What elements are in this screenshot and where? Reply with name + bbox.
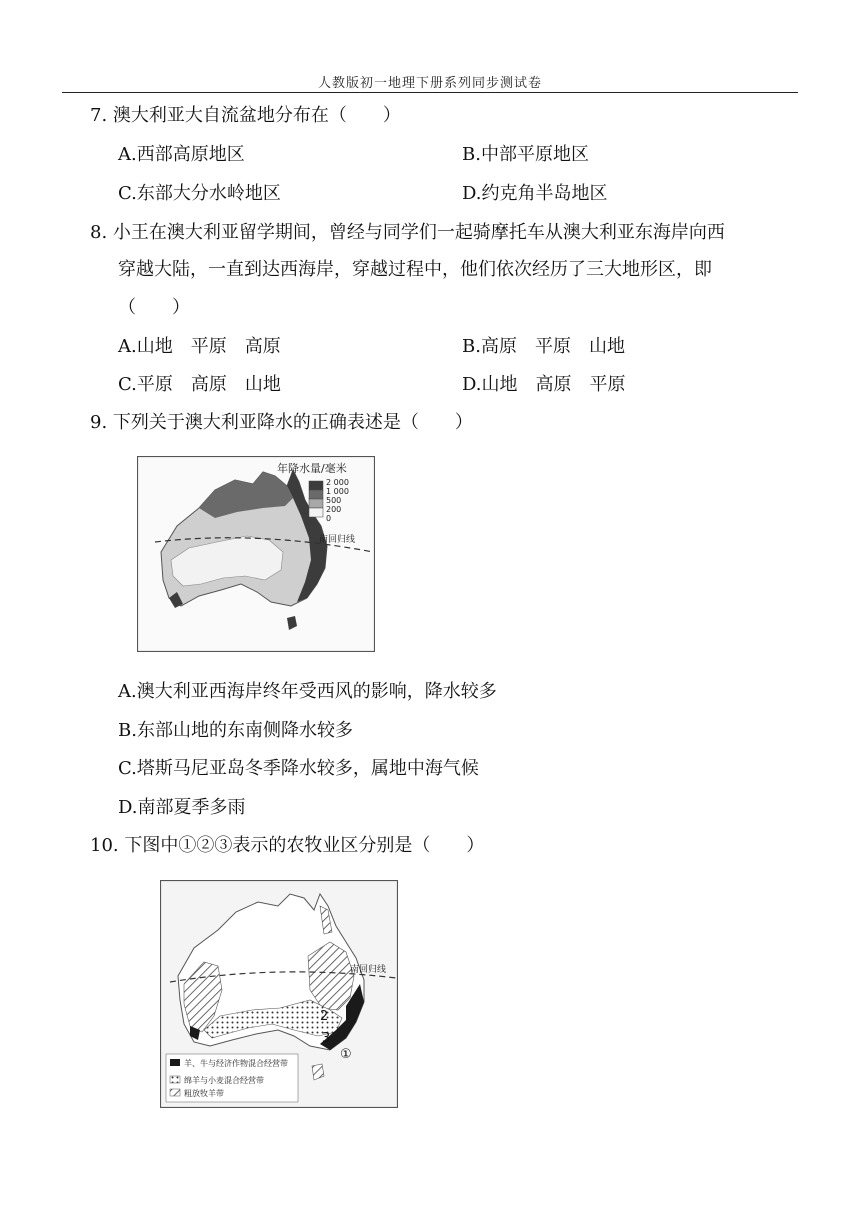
legend-value: 1 000 bbox=[326, 487, 349, 496]
legend-label: 粗放牧羊带 bbox=[184, 1089, 224, 1098]
q8-stem-line-3: （ ） bbox=[118, 297, 190, 318]
region-marker-1: ① bbox=[340, 1047, 352, 1062]
q9-option-b: B.东部山地的东南侧降水较多 bbox=[118, 720, 353, 741]
q8-stem-line-2: 穿越大陆，一直到达西海岸，穿越过程中，他们依次经历了三大地形区，即 bbox=[118, 259, 712, 280]
question-9-stem bbox=[90, 411, 473, 435]
question-10-stem bbox=[90, 834, 484, 858]
question-8-stem bbox=[90, 221, 725, 245]
legend-value: 0 bbox=[326, 514, 332, 523]
legend-swatch bbox=[309, 499, 323, 508]
question-number: 9. bbox=[90, 412, 108, 433]
q8-option-a: A.山地 平原 高原 bbox=[118, 336, 281, 357]
q8-option-b: B.高原 平原 山地 bbox=[462, 336, 625, 357]
q7-option-c: C.东部大分水岭地区 bbox=[118, 183, 281, 204]
legend-label: 绵羊与小麦混合经营带 bbox=[184, 1076, 264, 1085]
legend-title: 年降水量/毫米 bbox=[277, 462, 347, 475]
region-marker-3: 3 bbox=[322, 1031, 331, 1046]
tropic-label: 南回归线 bbox=[350, 965, 387, 975]
question-text: 下图中①②③表示的农牧业区分别是（ ） bbox=[124, 835, 485, 856]
q9-option-d: D.南部夏季多雨 bbox=[118, 797, 246, 818]
q7-option-d: D.约克角半岛地区 bbox=[462, 183, 608, 204]
question-number: 10. bbox=[90, 835, 119, 856]
legend-swatch bbox=[309, 508, 323, 517]
tropic-label: 南回归线 bbox=[319, 535, 356, 545]
q8-option-d: D.山地 高原 平原 bbox=[462, 374, 626, 395]
q9-option-a: A.澳大利亚西海岸终年受西风的影响，降水较多 bbox=[118, 681, 497, 702]
legend-swatch bbox=[309, 481, 323, 490]
legend-label: 羊、牛与经济作物混合经营带 bbox=[184, 1059, 288, 1068]
region-marker-2: 2 bbox=[320, 1009, 329, 1024]
question-text: 小王在澳大利亚留学期间，曾经与同学们一起骑摩托车从澳大利亚东海岸向西 bbox=[112, 222, 725, 243]
legend-swatch bbox=[309, 490, 323, 499]
header-rule bbox=[62, 92, 798, 93]
question-7-stem bbox=[90, 104, 401, 128]
legend-swatch bbox=[170, 1089, 180, 1096]
page-header: 人教版初一地理下册系列同步测试卷 bbox=[317, 76, 542, 91]
legend-value: 500 bbox=[326, 496, 342, 505]
q8-option-c: C.平原 高原 山地 bbox=[118, 374, 281, 395]
q7-option-a: A.西部高原地区 bbox=[118, 144, 245, 165]
legend-value: 2 000 bbox=[326, 478, 349, 487]
legend-swatch bbox=[170, 1076, 180, 1083]
question-text: 下列关于澳大利亚降水的正确表述是（ ） bbox=[112, 412, 473, 433]
question-number: 8. bbox=[90, 222, 108, 243]
q9-option-c: C.塔斯马尼亚岛冬季降水较多，属地中海气候 bbox=[118, 758, 479, 779]
agriculture-map bbox=[160, 880, 398, 1108]
legend-value: 200 bbox=[326, 505, 342, 514]
question-text: 澳大利亚大自流盆地分布在（ ） bbox=[112, 105, 401, 126]
q7-option-b: B.中部平原地区 bbox=[462, 144, 589, 165]
question-number: 7. bbox=[90, 105, 108, 126]
precipitation-map bbox=[137, 456, 375, 652]
legend-swatch bbox=[170, 1059, 180, 1066]
